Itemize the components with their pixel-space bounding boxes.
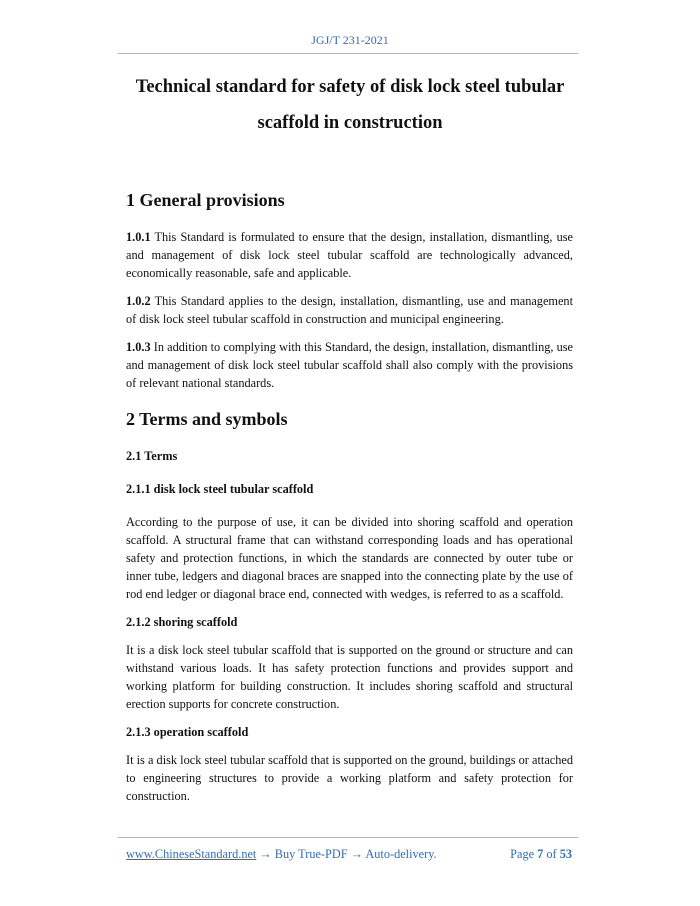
document-title-line-2: scaffold in construction [257,113,443,133]
document-title [0,71,700,140]
page-current: 7 [537,847,544,861]
website-link[interactable]: www.ChineseStandard.net [126,847,257,861]
page-indicator [510,847,572,862]
clause-number: 1.0.1 [126,230,151,244]
page-total: 53 [559,847,572,861]
term-2-1-3-heading: 2.1.3 operation scaffold [126,725,249,739]
auto-delivery-text: Auto-delivery. [365,847,437,861]
arrow-right-icon: → [350,847,363,861]
page-label: Page [510,847,535,861]
clause-number: 1.0.3 [126,340,151,354]
footer-links [126,847,437,862]
buy-pdf-text: Buy True-PDF [274,847,348,861]
page-of-label: of [546,847,557,861]
term-2-1-3-definition: It is a disk lock steel tubular scaffold that is supported on the ground, buildings or attached to engineering structures to provide a working platform and safety protection for construction. [126,753,573,803]
clause-1-0-1 [126,228,573,282]
standard-code-header: JGJ/T 231-2021 [311,33,389,47]
clause-text: This Standard applies to the design, installation, dismantling, use and management of disk lock steel tubular scaffold in construction and municipal engineering. [126,294,573,326]
header-divider [118,53,578,54]
clause-text: This Standard is formulated to ensure that the design, installation, dismantling, use and management of disk lock steel tubular scaffold are technologically advanced, economically reasonable, safe and applicable. [126,230,573,280]
chapter-2-heading: 2 Terms and symbols [126,409,288,429]
term-2-1-1-definition: According to the purpose of use, it can be divided into shoring scaffold and operation scaffold. A structural frame that can withstand corresponding loads and has operational safety and protection functions, in which the standards are connected by outer tube or inner tube, ledgers and diagonal braces are snapped into the connecting plate by the use of rod end ledger or diagonal brace end, connected with wedges, is referred to as a scaffold. [126,515,573,601]
document-body [126,187,573,815]
arrow-right-icon: → [259,847,272,861]
footer-divider [118,837,578,838]
section-2-1-heading: 2.1 Terms [126,449,178,463]
clause-1-0-2 [126,292,573,328]
clause-1-0-3 [126,338,573,392]
term-2-1-2-heading: 2.1.2 shoring scaffold [126,615,238,629]
clause-number: 1.0.2 [126,294,151,308]
term-2-1-2-definition: It is a disk lock steel tubular scaffold that is supported on the ground or structure and can withstand various loads. It has safety protection functions and provides support and working platform for building construction. It includes shoring scaffold and structural erection supports for concrete construction. [126,643,573,711]
clause-text: In addition to complying with this Standard, the design, installation, dismantling, use and management of disk lock steel tubular scaffold shall also comply with the provisions of relevant national standards. [126,340,573,390]
document-title-line-1: Technical standard for safety of disk lock steel tubular [135,77,565,97]
term-2-1-1-heading: 2.1.1 disk lock steel tubular scaffold [126,482,314,496]
chapter-1-heading: 1 General provisions [126,190,285,210]
